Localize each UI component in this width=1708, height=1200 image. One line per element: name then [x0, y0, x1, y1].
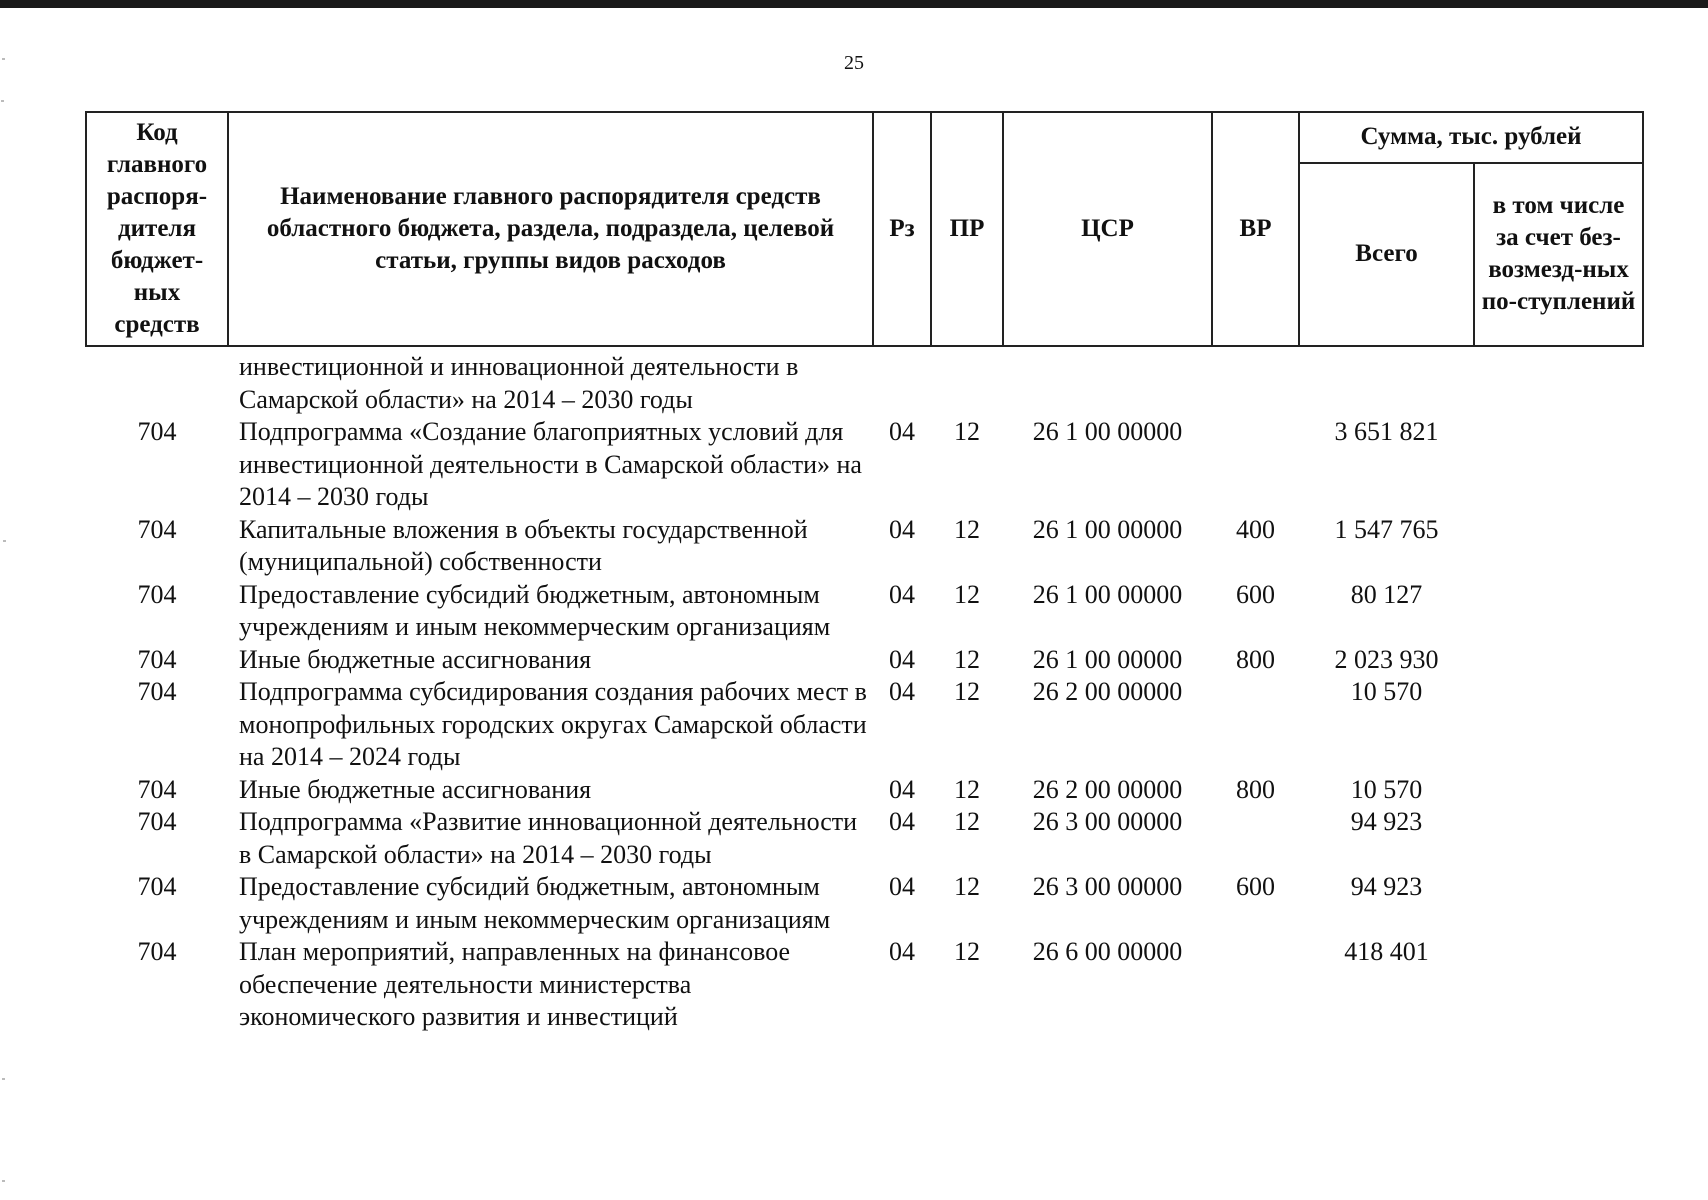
cell-csr: [1003, 346, 1212, 416]
cell-vr: 600: [1236, 579, 1275, 609]
cell-name: Предоставление субсидий бюджетным, автономным учреждениям и иным некоммерческим организациям: [239, 579, 831, 641]
header-rz: Рз: [873, 112, 931, 346]
scan-speck: [2, 1078, 5, 1080]
table-row: [86, 416, 1643, 514]
cell-vr: [1212, 346, 1299, 416]
cell-code: 704: [137, 514, 177, 544]
cell-code: 704: [137, 807, 177, 836]
cell-total: 10 570: [1350, 677, 1423, 706]
cell-pr: 12: [954, 417, 980, 446]
cell-name: План мероприятий, направленных на финансовое обеспечение деятельности министерства экономического развития и инвестиций: [239, 937, 791, 1031]
cell-code: 704: [137, 579, 177, 609]
cell-vr: [1212, 936, 1299, 1034]
cell-csr: 26 6 00 00000: [1032, 937, 1183, 966]
cell-total: 94 923: [1350, 872, 1423, 901]
cell-csr: 26 3 00 00000: [1032, 872, 1183, 901]
cell-vr: 800: [1236, 774, 1275, 804]
cell-pr: 12: [954, 872, 980, 901]
cell-rz: 04: [889, 579, 915, 609]
cell-free: [1474, 936, 1643, 1034]
cell-csr: 26 1 00 00000: [1032, 579, 1183, 609]
cell-vr: [1212, 416, 1299, 514]
header-total: Всего: [1299, 163, 1474, 346]
cell-free: [1474, 774, 1643, 807]
cell-total: 1 547 765: [1334, 514, 1439, 544]
cell-name: Подпрограмма субсидирования создания рабочих мест в монопрофильных городских округах Самарской области на 2014 – 2024 годы: [239, 677, 867, 771]
table-row: [86, 514, 1643, 579]
cell-free: [1474, 416, 1643, 514]
cell-csr: 26 1 00 00000: [1032, 644, 1183, 674]
table-row: [86, 936, 1643, 1034]
cell-vr: 400: [1236, 514, 1275, 544]
cell-vr: [1212, 806, 1299, 871]
table-row: [86, 806, 1643, 871]
header-sum-group: Сумма, тыс. рублей: [1299, 112, 1643, 163]
cell-total: 418 401: [1344, 937, 1429, 966]
table-row: [86, 644, 1643, 677]
cell-pr: 12: [954, 807, 980, 836]
cell-free: [1474, 579, 1643, 644]
table-row: [86, 774, 1643, 807]
table-row: [86, 871, 1643, 936]
cell-name: Предоставление субсидий бюджетным, автономным учреждениям и иным некоммерческим организациям: [239, 872, 831, 934]
cell-pr: [931, 346, 1003, 416]
header-free: в том числе за счет без-возмезд-ных по-ступлений: [1474, 163, 1643, 346]
cell-name: Иные бюджетные ассигнования: [239, 644, 592, 674]
scan-speck: [2, 58, 5, 60]
scan-speck: [1, 100, 4, 102]
cell-vr: 600: [1236, 872, 1275, 901]
cell-code: 704: [137, 644, 177, 674]
cell-rz: 04: [889, 774, 915, 804]
cell-code: 704: [137, 937, 177, 966]
cell-rz: 04: [889, 872, 915, 901]
cell-csr: 26 1 00 00000: [1032, 417, 1183, 446]
cell-total: [1299, 346, 1474, 416]
cell-vr: 800: [1236, 644, 1275, 674]
cell-pr: 12: [954, 937, 980, 966]
table-header: [86, 112, 1643, 346]
page-number: 25: [844, 52, 864, 74]
cell-rz: [873, 346, 931, 416]
cell-code: [86, 346, 228, 416]
cell-code: 704: [137, 872, 177, 901]
cell-code: 704: [137, 774, 177, 804]
cell-pr: 12: [954, 514, 980, 544]
cell-total: 94 923: [1350, 807, 1423, 836]
cell-rz: 04: [889, 514, 915, 544]
cell-vr: [1212, 676, 1299, 774]
scan-top-edge: [0, 0, 1708, 8]
cell-total: 80 127: [1350, 579, 1423, 609]
cell-rz: 04: [889, 937, 915, 966]
table-row: [86, 676, 1643, 774]
header-pr: ПР: [931, 112, 1003, 346]
cell-free: [1474, 806, 1643, 871]
cell-total: 2 023 930: [1334, 644, 1439, 674]
cell-rz: 04: [889, 417, 915, 446]
cell-csr: 26 2 00 00000: [1032, 677, 1183, 706]
cell-free: [1474, 644, 1643, 677]
scan-speck: [3, 540, 6, 542]
cell-name: инвестиционной и инновационной деятельности в Самарской области» на 2014 – 2030 годы: [239, 352, 799, 414]
cell-pr: 12: [954, 644, 980, 674]
header-name: Наименование главного распорядителя средств областного бюджета, раздела, подраздела, целевой статьи, группы видов расходов: [228, 112, 873, 346]
cell-total: 3 651 821: [1334, 417, 1439, 446]
cell-free: [1474, 514, 1643, 579]
cell-pr: 12: [954, 579, 980, 609]
scan-speck: [2, 1180, 5, 1182]
cell-csr: 26 2 00 00000: [1032, 774, 1183, 804]
header-code: Код главного распоря-дителя бюджет-ных средств: [86, 112, 228, 346]
table-row: [86, 579, 1643, 644]
cell-name: Подпрограмма «Развитие инновационной деятельности в Самарской области» на 2014 – 2030 годы: [239, 807, 858, 869]
cell-code: 704: [137, 417, 177, 446]
cell-free: [1474, 676, 1643, 774]
table-row: [86, 346, 1643, 416]
cell-csr: 26 1 00 00000: [1032, 514, 1183, 544]
cell-name: Иные бюджетные ассигнования: [239, 774, 592, 804]
header-vr: ВР: [1212, 112, 1299, 346]
cell-name: Подпрограмма «Создание благоприятных условий для инвестиционной деятельности в Самарской области» на 2014 – 2030 годы: [239, 417, 862, 511]
cell-pr: 12: [954, 677, 980, 706]
cell-code: 704: [137, 677, 177, 706]
cell-csr: 26 3 00 00000: [1032, 807, 1183, 836]
header-csr: ЦСР: [1003, 112, 1212, 346]
cell-name: Капитальные вложения в объекты государственной (муниципальной) собственности: [239, 514, 808, 576]
budget-table: [85, 111, 1644, 1034]
cell-free: [1474, 871, 1643, 936]
cell-rz: 04: [889, 807, 915, 836]
cell-rz: 04: [889, 644, 915, 674]
table-body: [86, 346, 1643, 1034]
cell-total: 10 570: [1350, 774, 1423, 804]
cell-pr: 12: [954, 774, 980, 804]
cell-free: [1474, 346, 1643, 416]
cell-rz: 04: [889, 677, 915, 706]
